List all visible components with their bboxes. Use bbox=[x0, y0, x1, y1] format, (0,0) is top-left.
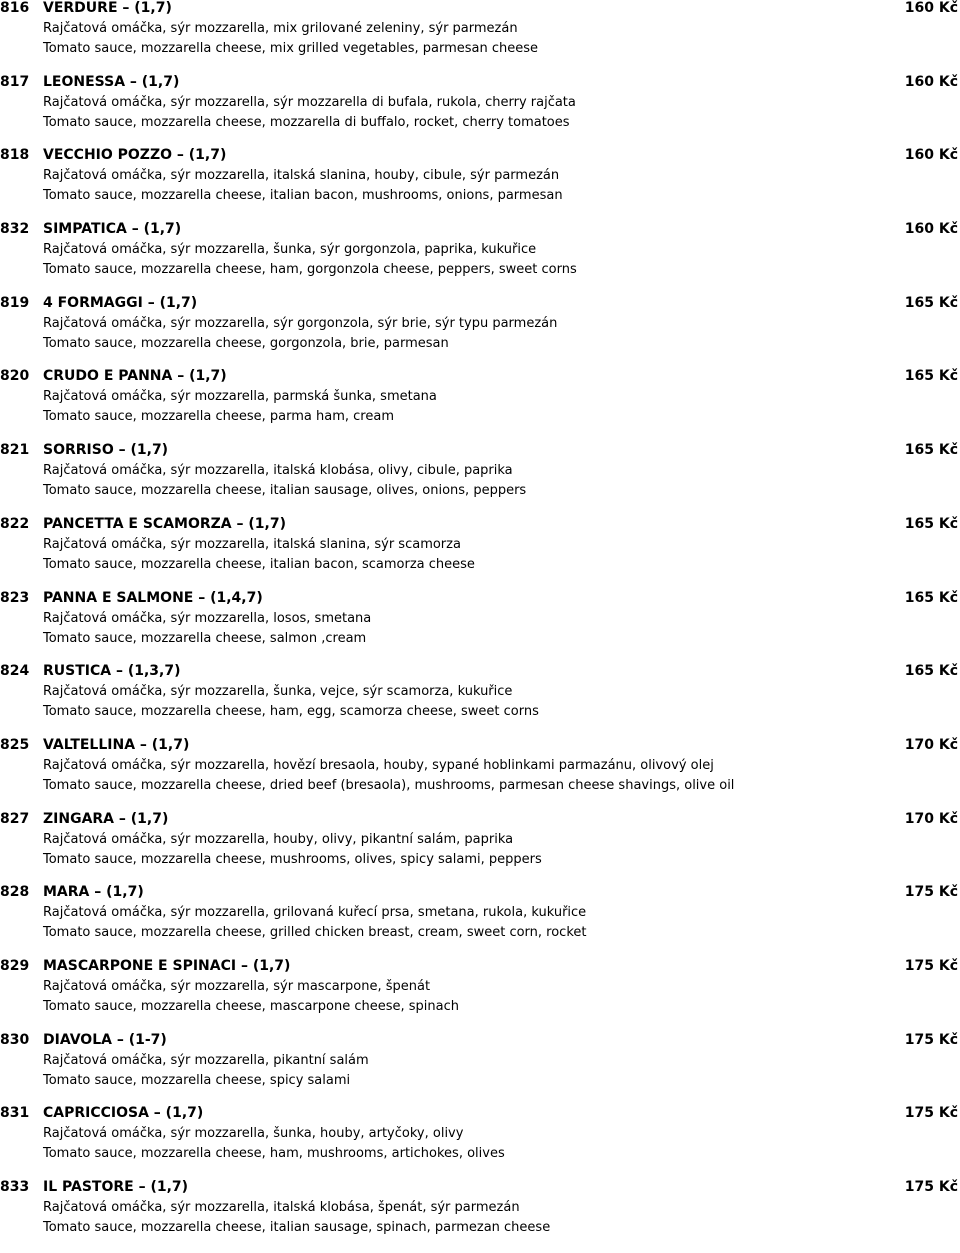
menu-item-name: MASCARPONE E SPINACI – (1,7) bbox=[43, 957, 291, 974]
menu-item-description-cz: Rajčatová omáčka, sýr mozzarella, mix grilované zeleniny, sýr parmezán bbox=[43, 21, 518, 36]
menu-item-description-cz: Rajčatová omáčka, sýr mozzarella, pikantní salám bbox=[43, 1052, 369, 1068]
menu-item bbox=[0, 221, 960, 295]
menu-item-description-cz: Rajčatová omáčka, sýr mozzarella, hovězí bresaola, houby, sypané hoblinkami parmazánu, olivový olej bbox=[43, 757, 714, 773]
menu-item bbox=[0, 590, 960, 664]
menu-item-name: LEONESSA – (1,7) bbox=[43, 73, 180, 90]
menu-item-number: 824 bbox=[0, 663, 30, 680]
menu-item-description-cz: Rajčatová omáčka, sýr mozzarella, sýr mozzarella di bufala, rukola, cherry rajčata bbox=[43, 94, 576, 110]
menu-item-name: VECCHIO POZZO – (1,7) bbox=[43, 147, 227, 164]
menu-item-description-en: Tomato sauce, mozzarella cheese, ham, mushrooms, artichokes, olives bbox=[43, 1146, 505, 1162]
menu-item-description-en: Tomato sauce, mozzarella cheese, mozzarella di buffalo, rocket, cherry tomatoes bbox=[43, 114, 570, 130]
menu-item bbox=[0, 1179, 960, 1253]
menu-item-price: 160 Kč bbox=[904, 0, 958, 16]
menu-item-number: 832 bbox=[0, 221, 30, 238]
menu-item-description-en: Tomato sauce, mozzarella cheese, mix grilled vegetables, parmesan cheese bbox=[43, 41, 538, 56]
menu-item bbox=[0, 663, 960, 737]
menu-item bbox=[0, 884, 960, 958]
menu-item bbox=[0, 1032, 960, 1106]
menu-item-price: 160 Kč bbox=[904, 147, 958, 164]
menu-item-name: 4 FORMAGGI – (1,7) bbox=[43, 294, 198, 311]
menu-item-description-en: Tomato sauce, mozzarella cheese, gorgonzola, brie, parmesan bbox=[43, 335, 449, 351]
menu-item-price: 165 Kč bbox=[904, 589, 958, 606]
menu-item-number: 821 bbox=[0, 442, 30, 459]
menu-item-description-cz: Rajčatová omáčka, sýr mozzarella, houby, olivy, pikantní salám, paprika bbox=[43, 831, 514, 847]
menu-item-name: SORRISO – (1,7) bbox=[43, 442, 169, 459]
menu-item-number: 820 bbox=[0, 368, 30, 385]
menu-item-price: 175 Kč bbox=[904, 1105, 958, 1122]
menu-item-description-en: Tomato sauce, mozzarella cheese, mushrooms, olives, spicy salami, peppers bbox=[43, 851, 542, 867]
menu-item-name: PANCETTA E SCAMORZA – (1,7) bbox=[43, 515, 286, 532]
menu-item-price: 165 Kč bbox=[904, 294, 958, 311]
menu-item-description-en: Tomato sauce, mozzarella cheese, parma ham, cream bbox=[43, 409, 394, 425]
menu-item-description-cz: Rajčatová omáčka, sýr mozzarella, šunka, sýr gorgonzola, paprika, kukuřice bbox=[43, 242, 537, 258]
menu-item-description-en: Tomato sauce, mozzarella cheese, italian sausage, olives, onions, peppers bbox=[43, 483, 527, 499]
menu-item-price: 170 Kč bbox=[904, 810, 958, 827]
menu-item-price: 160 Kč bbox=[904, 73, 958, 90]
menu-item-description-en: Tomato sauce, mozzarella cheese, italian bacon, scamorza cheese bbox=[43, 556, 475, 572]
menu-item-name: RUSTICA – (1,3,7) bbox=[43, 663, 181, 680]
menu-item-price: 170 Kč bbox=[904, 736, 958, 753]
menu-item-name: CRUDO E PANNA – (1,7) bbox=[43, 368, 227, 385]
menu-item-name: VERDURE – (1,7) bbox=[43, 0, 172, 16]
menu-item-description-cz: Rajčatová omáčka, sýr mozzarella, šunka, vejce, sýr scamorza, kukuřice bbox=[43, 684, 513, 700]
menu-item-description-en: Tomato sauce, mozzarella cheese, salmon ,cream bbox=[43, 630, 367, 646]
menu-item-number: 831 bbox=[0, 1105, 30, 1122]
menu-item-name: DIAVOLA – (1-7) bbox=[43, 1031, 167, 1048]
menu-item-price: 165 Kč bbox=[904, 515, 958, 532]
menu-item-description-cz: Rajčatová omáčka, sýr mozzarella, sýr gorgonzola, sýr brie, sýr typu parmezán bbox=[43, 315, 558, 331]
menu-item-description-en: Tomato sauce, mozzarella cheese, grilled chicken breast, cream, sweet corn, rocket bbox=[43, 925, 587, 941]
menu-item-description-cz: Rajčatová omáčka, sýr mozzarella, šunka, houby, artyčoky, olivy bbox=[43, 1126, 464, 1142]
menu-item-name: ZINGARA – (1,7) bbox=[43, 810, 169, 827]
menu-item-description-cz: Rajčatová omáčka, sýr mozzarella, italská klobása, olivy, cibule, paprika bbox=[43, 463, 513, 479]
menu-item-number: 822 bbox=[0, 515, 30, 532]
menu-item-number: 817 bbox=[0, 73, 30, 90]
menu-item-description-cz: Rajčatová omáčka, sýr mozzarella, losos, smetana bbox=[43, 610, 372, 626]
menu-item-description-cz: Rajčatová omáčka, sýr mozzarella, italská slanina, houby, cibule, sýr parmezán bbox=[43, 168, 560, 184]
menu-item bbox=[0, 147, 960, 221]
menu-item-number: 827 bbox=[0, 810, 30, 827]
menu-item-number: 818 bbox=[0, 147, 30, 164]
menu-item-name: IL PASTORE – (1,7) bbox=[43, 1179, 189, 1195]
menu-item-description-cz: Rajčatová omáčka, sýr mozzarella, grilovaná kuřecí prsa, smetana, rukola, kukuřice bbox=[43, 905, 587, 921]
menu-item-name: CAPRICCIOSA – (1,7) bbox=[43, 1105, 204, 1122]
menu-item bbox=[0, 1105, 960, 1179]
menu-item-description-en: Tomato sauce, mozzarella cheese, mascarpone cheese, spinach bbox=[43, 998, 459, 1014]
menu-item-price: 175 Kč bbox=[904, 957, 958, 974]
menu-item-price: 175 Kč bbox=[904, 1031, 958, 1048]
menu-item bbox=[0, 442, 960, 516]
menu-item-description-en: Tomato sauce, mozzarella cheese, spicy salami bbox=[43, 1072, 351, 1088]
menu-item-name: VALTELLINA – (1,7) bbox=[43, 736, 190, 753]
menu-item-description-cz: Rajčatová omáčka, sýr mozzarella, italská klobása, špenát, sýr parmezán bbox=[43, 1200, 520, 1215]
menu-item-description-en: Tomato sauce, mozzarella cheese, dried beef (bresaola), mushrooms, parmesan cheese shavings, olive oil bbox=[43, 777, 735, 793]
menu-item bbox=[0, 516, 960, 590]
menu-item-description-en: Tomato sauce, mozzarella cheese, italian sausage, spinach, parmezan cheese bbox=[43, 1220, 551, 1235]
menu-item-number: 828 bbox=[0, 884, 30, 901]
menu-item-description-cz: Rajčatová omáčka, sýr mozzarella, parmská šunka, smetana bbox=[43, 389, 437, 405]
menu-item-number: 830 bbox=[0, 1031, 30, 1048]
menu-item-number: 825 bbox=[0, 736, 30, 753]
menu-item-price: 160 Kč bbox=[904, 221, 958, 238]
menu-item-number: 816 bbox=[0, 0, 30, 16]
menu-item-name: PANNA E SALMONE – (1,4,7) bbox=[43, 589, 263, 606]
menu-item-description-en: Tomato sauce, mozzarella cheese, italian bacon, mushrooms, onions, parmesan bbox=[43, 188, 563, 204]
menu-item bbox=[0, 74, 960, 148]
menu-item bbox=[0, 811, 960, 885]
menu-item-price: 165 Kč bbox=[904, 663, 958, 680]
menu-item-description-cz: Rajčatová omáčka, sýr mozzarella, sýr mascarpone, špenát bbox=[43, 978, 431, 994]
menu-item-price: 165 Kč bbox=[904, 442, 958, 459]
menu-item-price: 175 Kč bbox=[904, 1179, 958, 1195]
menu-item bbox=[0, 0, 960, 74]
menu-item-name: SIMPATICA – (1,7) bbox=[43, 221, 182, 238]
menu-item-description-cz: Rajčatová omáčka, sýr mozzarella, italská slanina, sýr scamorza bbox=[43, 536, 461, 552]
menu-item-description-en: Tomato sauce, mozzarella cheese, ham, egg, scamorza cheese, sweet corns bbox=[43, 704, 539, 720]
menu-item bbox=[0, 737, 960, 811]
menu-item bbox=[0, 958, 960, 1032]
menu-item-price: 165 Kč bbox=[904, 368, 958, 385]
menu-item bbox=[0, 368, 960, 442]
menu-item-number: 833 bbox=[0, 1179, 30, 1195]
menu-item-name: MARA – (1,7) bbox=[43, 884, 144, 901]
menu-item-number: 819 bbox=[0, 294, 30, 311]
menu-item bbox=[0, 295, 960, 369]
menu-item-number: 829 bbox=[0, 957, 30, 974]
menu-item-number: 823 bbox=[0, 589, 30, 606]
menu-item-price: 175 Kč bbox=[904, 884, 958, 901]
menu-item-description-en: Tomato sauce, mozzarella cheese, ham, gorgonzola cheese, peppers, sweet corns bbox=[43, 262, 577, 278]
